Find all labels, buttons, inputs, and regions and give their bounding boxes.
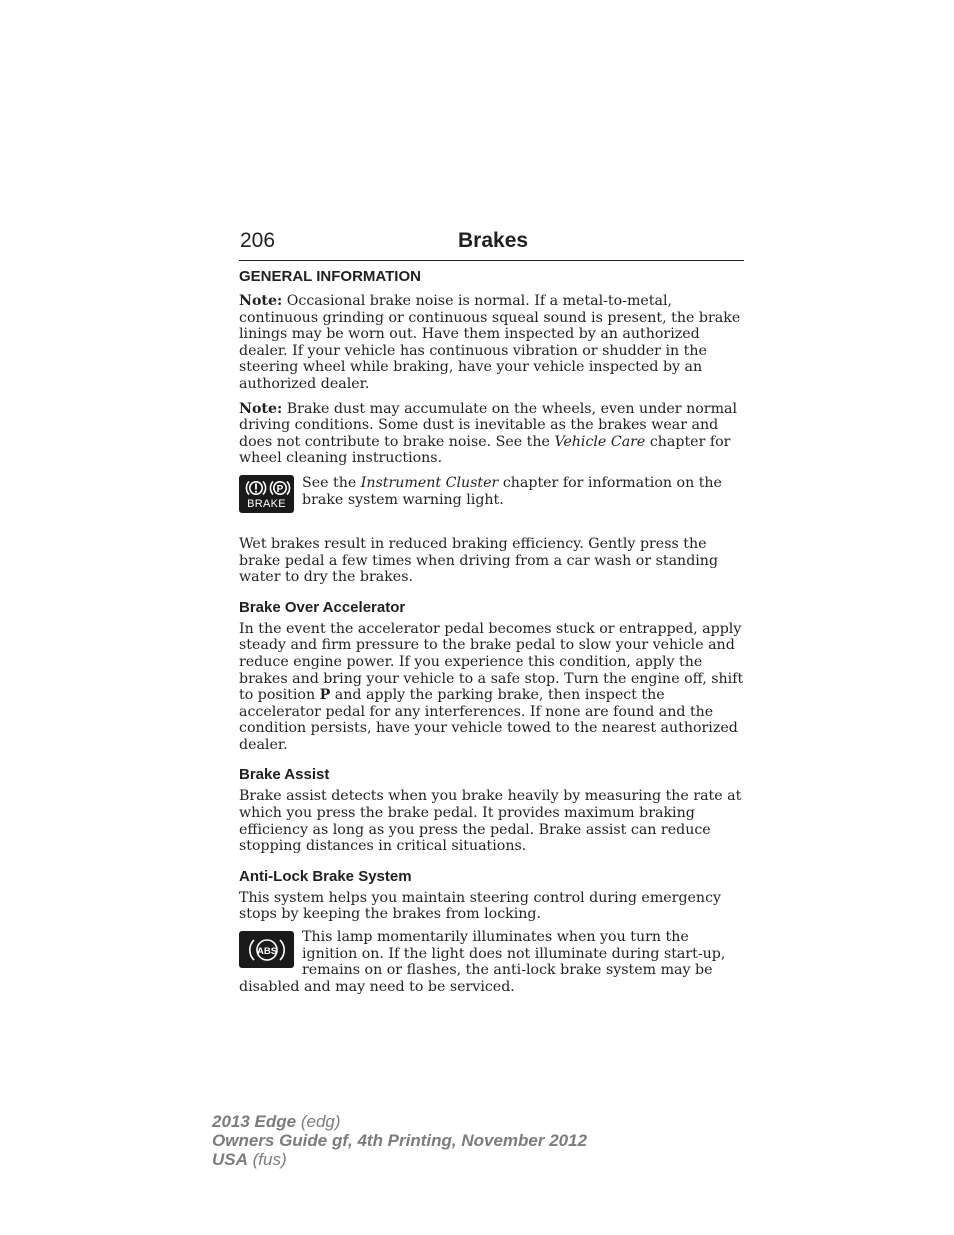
abs-icon-label: ABS xyxy=(256,945,277,957)
general-information-heading: GENERAL INFORMATION xyxy=(239,268,421,285)
warning-text: See the xyxy=(302,474,361,491)
brake-over-accelerator-heading: Brake Over Accelerator xyxy=(239,598,406,616)
footer-region-code: (fus) xyxy=(247,1150,287,1169)
page-content xyxy=(239,267,745,995)
page-number: 206 xyxy=(240,229,276,252)
gear-position: P xyxy=(319,687,331,704)
wet-brakes-text: Wet brakes result in reduced braking efficiency. Gently press the brake pedal a few times when driving from a car wash or standing water to dry the brakes. xyxy=(239,535,719,586)
footer-model: 2013 Edge xyxy=(212,1112,297,1131)
note-brake-noise xyxy=(239,293,745,393)
brake-over-accelerator-text xyxy=(239,621,745,754)
abs-lamp-row xyxy=(239,929,745,995)
note-label: Note: xyxy=(239,400,283,417)
note-text: Brake dust may accumulate on the wheels, even under normal driving conditions. Some dust is inevitable as the brakes wear and does not contribute to brake noise. See the xyxy=(239,400,738,450)
brake-warning-text xyxy=(239,475,745,508)
chapter-title: Brakes xyxy=(458,229,529,252)
note-label: Note: xyxy=(239,293,283,309)
body-text: In the event the accelerator pedal becomes stuck or entrapped, apply steady and firm pressure to the brake pedal to slow your vehicle and reduce engine power. If you experience this condition, apply the brakes and bring your vehicle to a safe stop. Turn the engine off, shift to position xyxy=(239,620,744,704)
instrument-cluster-reference: Instrument Cluster xyxy=(360,474,499,491)
abs-lamp-text: This lamp momentarily illuminates when you turn the ignition on. If the light does not illuminate during start-up, remains on or flashes, the anti-lock brake system may be disabled and may need to be serviced. xyxy=(239,929,726,995)
footer-region-line xyxy=(212,1150,587,1169)
brake-assist-text: Brake assist detects when you brake heavily by measuring the rate at which you press the brake pedal. It provides maximum braking efficiency as long as you press the pedal. Brake assist can reduce stopping distances in critical situations. xyxy=(239,788,742,855)
brake-assist-heading: Brake Assist xyxy=(239,766,330,784)
footer-region: USA xyxy=(212,1150,248,1169)
warning-text: chapter for information on the brake system warning light. xyxy=(302,474,722,508)
anti-lock-brake-text: This system helps you maintain steering control during emergency stops by keeping the brakes from locking. xyxy=(239,889,722,923)
abs-icon xyxy=(239,931,294,968)
note-text: Occasional brake noise is normal. If a metal-to-metal, continuous grinding or continuous squeal sound is present, the brake linings may be worn out. Have them inspected by an authorized dealer. If your vehicle has continuous vibration or shudder in the steering wheel while braking, have your vehicle inspected by an authorized dealer. xyxy=(239,293,741,392)
footer-model-line xyxy=(212,1112,587,1131)
body-text: and apply the parking brake, then inspect the accelerator pedal for any interferences. If none are found and the condition persists, have your vehicle towed to the nearest authorized dealer. xyxy=(239,687,738,753)
page-header xyxy=(239,229,744,261)
anti-lock-brake-heading: Anti-Lock Brake System xyxy=(239,867,412,885)
brake-warning-icon xyxy=(239,475,294,513)
page-footer xyxy=(212,1112,587,1169)
svg-text:P: P xyxy=(276,483,283,495)
note-brake-dust xyxy=(239,401,745,467)
abs-symbol-icon xyxy=(242,935,292,965)
brake-symbols-icon xyxy=(243,478,291,498)
note-text: chapter for wheel cleaning instructions. xyxy=(239,433,731,467)
brake-warning-row xyxy=(239,475,745,515)
vehicle-care-reference: Vehicle Care xyxy=(554,433,646,450)
footer-model-code: (edg) xyxy=(296,1112,341,1131)
brake-icon-label: BRAKE xyxy=(247,497,286,510)
footer-guide-line: Owners Guide gf, 4th Printing, November 2012 xyxy=(212,1131,588,1150)
